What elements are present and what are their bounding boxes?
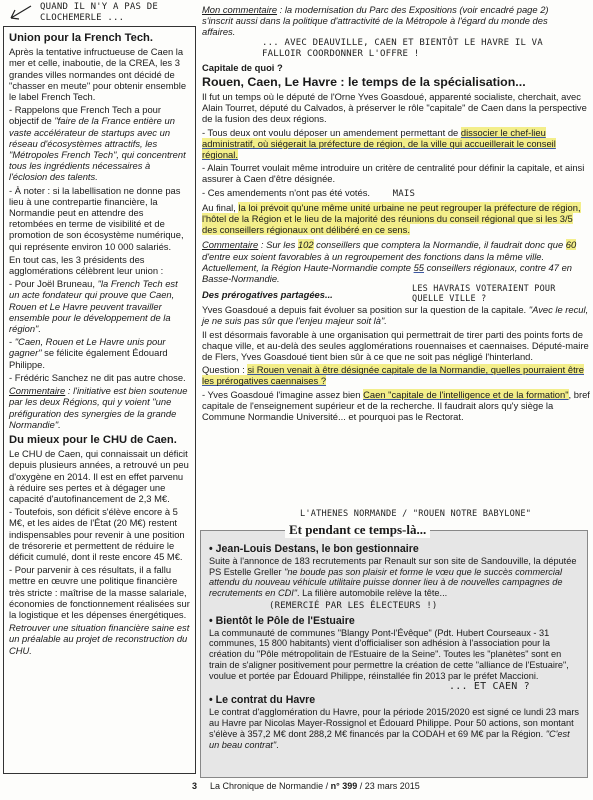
paragraph: - À noter : si la labellisation ne donne pas lieu à une contrepartie financière, la Normandie peut en attendre des retombées en terme de visibilité et de promotion de son écosystème numérique, qui représente environ 10 000 salariés. [9,184,184,252]
subhead-row [202,286,590,304]
heading-chu: Du mieux pour le CHU de Caen. [9,433,177,446]
handwritten-note-top-right: ... AVEC DEAUVILLE, CAEN ET BIENTÔT LE HAVRE IL VA FALLOIR COORDONNER L'OFFRE ! [262,37,543,59]
right-column [202,4,590,424]
note-et-caen: ... ET CAEN ? [449,680,530,692]
subhead: Des prérogatives partagées... [202,289,333,301]
paragraph: Question : si Rouen venait à être désignée capitale de la Normandie, quelles pourraient être les prérogatives caennaises ? [202,364,585,387]
paragraph: - "Caen, Rouen et Le Havre unis pour gagner" se félicite également Édouard Philippe. [9,336,168,370]
note-mais: MAIS [392,188,416,199]
paragraph: Suite à l'annonce de 183 recrutements par Renault sur son site de Sandouville, la députée PS Estelle Greller "ne boude pas son plaisir et forme le vœu que le succès commercial attendu du nouveau véhicule utilitaire puisse donner lieu à de nouvelles campagnes de recrutements en CDI". La filière automobile relève la tête... [209,555,577,599]
paragraph: - Yves Goasdoué l'imagine assez bien Caen "capitale de l'intelligence et de la formation", bref capitale de l'enseignement supérieur et de la recherche. Il faudrait alors qu'y siège la Commune Normandie Université... et pourquoi pas le Rectorat. [202,388,590,423]
paragraph: - Tous deux ont voulu déposer un amendement permettant de dissocier le chef-lieu administratif, où siégerait la préfecture de région, de la ville qui accueillerait le conseil régional. [202,126,556,161]
note-remercie: (REMERCIÉ PAR LES ÉLECTEURS !) [269,600,438,611]
paragraph: - Ces amendements n'ont pas été votés. MAIS [202,186,416,199]
heading-french-tech: Union pour la French Tech. [9,32,153,44]
arrow-mark [5,2,35,24]
paragraph: - Frédéric Sanchez ne dit pas autre chose. [9,371,186,383]
paragraph: Il fut un temps où le député de l'Orne Yves Goasdoué, apparenté socialiste, cherchait, avec Alain Tourret, député du Calvados, à préserver le rôle "capitale" de Caen dans la perspective de la fusion des deux régions. [202,91,587,125]
paragraph: La communauté de communes "Blangy Pont-l'Évêque" (Pdt. Hubert Courseaux - 31 communes, 15 800 habitants) vient d'officialiser son adhésion à l'association pour la création du "Pôle métropolitain de l'Estuaire de la Seine". Toutes les "planètes" sont en train de s'aligner positivement pour permettre la création de cette "alliance de l'Estuaire", voulue et portée par Édouard Philippe, réinstallée fin 2013 par le préfet Maccioni. [209,627,569,681]
sidebar-box [200,530,588,778]
paragraph: - Rappelons que French Tech a pour objectif de "faire de la France entière un vaste accélérateur de startups avec un réseau d'écosystèmes attractifs, les "Métropoles French Tech", qui concentrent tous les ingrédients nécessaires à l'éclosion des talents. [9,104,186,183]
comment-top: Mon commentaire : la modernisation du Parc des Expositions (voir encadré page 2) s'inscrit aussi dans la politique d'attractivité de la Métropole à l'égard du monde des affaires. [202,4,549,38]
note-les-havrais: LES HAVRAIS VOTERAIENT POUR QUELLE VILLE ? [412,284,556,305]
comment: Commentaire : Sur les 102 conseillers que comptera la Normandie, il faudrait donc que 60 d'entre eux soient favorables à un regroupement des fonctions dans la même ville. Actuellement, la Région Haute-Normandie compte 55 conseillers régionaux, contre 47 en Basse-Normandie. [202,239,577,285]
page-number: 3 [192,781,198,791]
paragraph: En tout cas, les 3 présidents des agglomérations célèbrent leur union : [9,253,164,277]
left-column [3,26,196,774]
kicker: Capitale de quoi ? [202,61,283,73]
note-quand: QUAND IL N'Y A PAS DE CLOCHEMERLE ... [40,2,158,23]
publication: La Chronique de Normandie / n° 399 / 23 mars 2015 [210,781,420,791]
box-heading: • Le contrat du Havre [209,694,316,707]
paragraph: Le CHU de Caen, qui connaissait un déficit depuis plusieurs années, a retrouvé un peu d'oxygène en 2014. Il est en effet parvenu à réduire ses pertes et à dégager une capacité d'autofinancement de 2,3 M€. [9,448,189,504]
paragraph: - Toutefois, son déficit s'élève encore à 5 M€, et les aides de l'État (20 M€) restent indispensables pour revenir à une position de trésorerie et permettent de réduire le déficit cumulé, dont il reste encore 45 M€. [9,506,185,562]
paragraph: Il est désormais favorable à une organisation qui permettrait de tirer parti des points forts de chaque ville, et au-delà des seules agglomérations rouennaises et caennaises. Député-maire de Flers, Yves Goasdoué tient bien sûr à ce que ne soit pas négligé l'hinterland. [202,328,589,363]
box-title: Et pendant ce temps-là... [285,522,430,538]
handwritten-note-top-left [40,2,210,24]
paragraph: Après la tentative infructueuse de Caen la mer et celle, inaboutie, de la CREA, les 3 grandes villes normandes ont décidé de "chasser en meute" pour obtenir ensemble le label French Tech. [9,46,187,103]
comment: Commentaire : l'initiative est bien soutenue par les deux Régions, qui y voient "une préfiguration des synergies de la grande Normandie". [9,385,188,430]
paragraph: - Pour Joël Bruneau, "la French Tech est un acte fondateur qui prouve que Caen, Rouen et Le Havre peuvent travailler ensemble pour le développement de la région". [9,278,178,335]
paragraph: Retrouver une situation financière saine est un préalable au projet de reconstruction du CHU. [9,622,190,656]
paragraph: Au final, la loi prévoit qu'une même unité urbaine ne peut regrouper la préfecture de région, l'hôtel de la Région et le lieu de la majorité des réunions du conseil régional que si les 3/5 des conseillers régionaux ont délibéré en ce sens. [202,201,581,236]
box-heading: • Jean-Louis Destans, le bon gestionnaire [209,543,419,555]
paragraph: Le contrat d'agglomération du Havre, pour la période 2015/2020 est signé ce lundi 23 mars au Havre par Nicolas Mayer-Rossignol et Édouard Philippe. Pour 50 actions, son montant s'élève à 357,2 M€ dont 288,2 M€ financés par la CODAH et 69 M€ par la Région. "C'est un beau contrat". [209,707,579,750]
paragraph: - Pour parvenir à ces résultats, il a fallu mettre en œuvre une politique financière très stricte : maîtrise de la masse salariale, économies de fonctionnement réalisées sur la logistique et les dépenses énergétiques. [9,564,190,620]
headline: Rouen, Caen, Le Havre : le temps de la spécialisation... [202,74,526,89]
paragraph: - Alain Tourret voulait même introduire un critère de centralité pour définir la capitale, et ainsi assurer à Caen d'être désignée. [202,162,585,185]
box-heading: • Bientôt le Pôle de l'Estuaire [209,614,355,627]
paragraph: Yves Goasdoué a depuis fait évoluer sa position sur la question de la capitale. "Avec le recul, je ne suis pas sûr que l'enjeu majeur soit là". [202,304,589,327]
note-athenes: L'ATHENES NORMANDE / "ROUEN NOTRE BABYLONE" [300,509,532,519]
